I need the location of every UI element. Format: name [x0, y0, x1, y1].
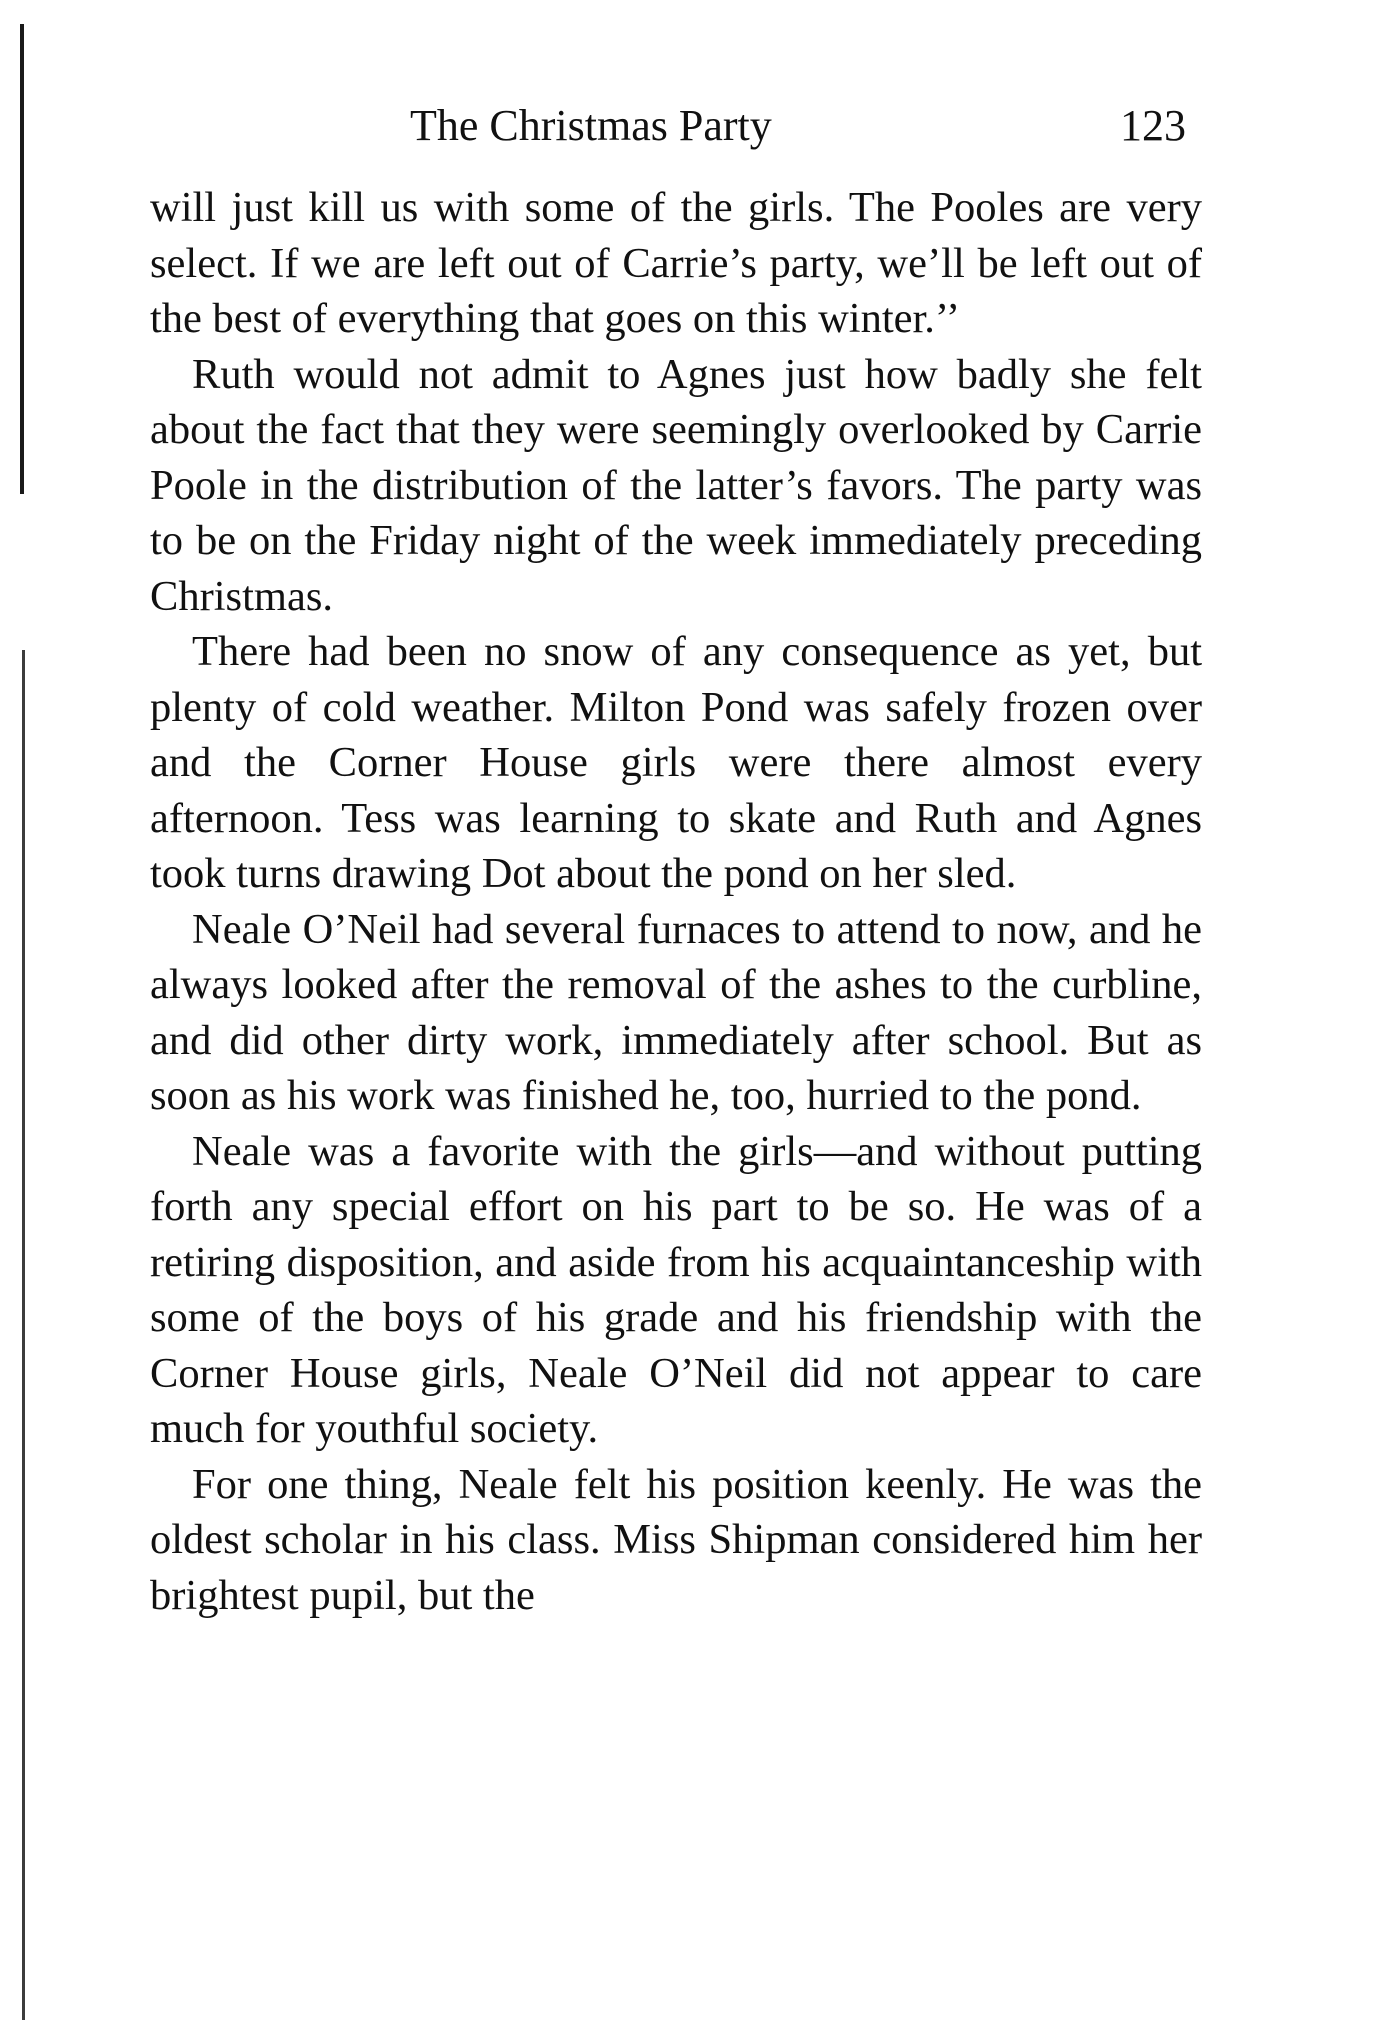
binding-edge-shadow [22, 650, 25, 2020]
paragraph: There had been no snow of any consequence as yet, but plenty of cold weather. Milton Pond was safely frozen over and the Corner House girls were there almost every afternoon. Tess was learning to skate and Ruth and Agnes took turns drawing Dot about the pond on her sled. [150, 628, 1202, 897]
paragraph: Neale O’Neil had several furnaces to attend to now, and he always looked after the removal of the ashes to the curbline, and did other dirty work, immediately after school. But as soon as his work was finished he, too, hurried to the pond. [150, 905, 1202, 1119]
body-text [150, 180, 1202, 1623]
paragraph: Neale was a favorite with the girls—and without putting forth any special effort on his part to be so. He was of a retiring disposition, and aside from his acquaintanceship with some of the boys of his grade and his friendship with the Corner House girls, Neale O’Neil did not appear to care much for youthful society. [150, 1127, 1202, 1452]
paragraph: will just kill us with some of the girls. The Pooles are very select. If we are left out of Carrie’s party, we’ll be left out of the best of everything that goes on this winter.’’ [150, 184, 1202, 342]
page-number: 123 [1120, 101, 1186, 150]
paragraph: For one thing, Neale felt his position keenly. He was the oldest scholar in his class. Miss Shipman considered him her brightest pupil, but the [150, 1460, 1202, 1619]
paragraph: Ruth would not admit to Agnes just how badly she felt about the fact that they were seemingly overlooked by Carrie Poole in the distribution of the latter’s favors. The party was to be on the Friday night of the week immediately preceding Christmas. [150, 350, 1202, 620]
running-title: The Christmas Party [410, 101, 772, 150]
page-header [0, 100, 1395, 160]
binding-edge-shadow [20, 24, 24, 494]
